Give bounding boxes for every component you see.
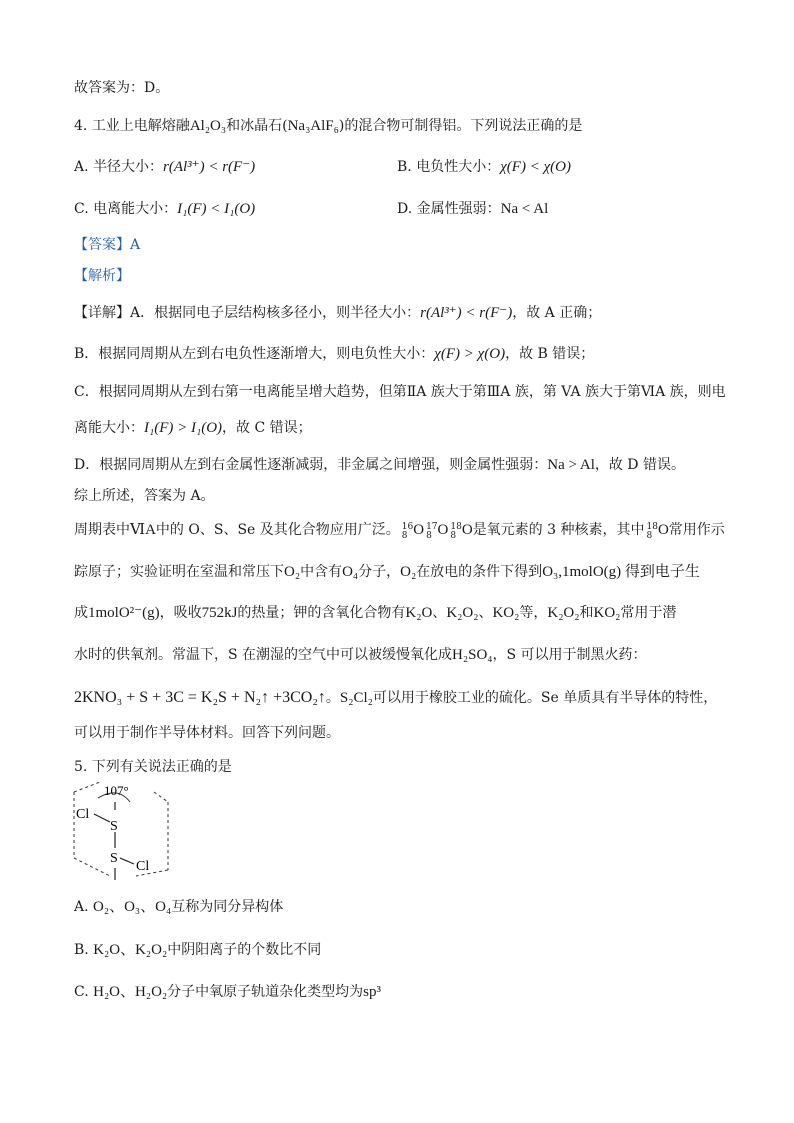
q4-option-a[interactable] — [74, 157, 255, 177]
formula-h2so4: H₂SO₄ — [452, 647, 493, 663]
passage-line-1 — [74, 520, 725, 541]
isotope-o18-symbol: O — [461, 522, 473, 538]
isotope-o18-symbol: O — [657, 522, 669, 538]
detail-a — [74, 303, 601, 323]
separator: 、 — [432, 605, 447, 621]
detail-d-text: D．根据同周期从左到右金属性逐渐减弱，非金属之间增强，则金属性强弱： — [74, 457, 548, 473]
q4-option-a-label: A. 半径大小： — [74, 159, 164, 175]
formula-o3: O₃ — [542, 564, 559, 580]
isotope-o16-symbol: O — [413, 522, 425, 538]
q4-option-b-label: B. 电负性大小： — [397, 159, 501, 175]
q4-option-c-label: C. 电离能大小： — [74, 201, 178, 217]
detail-d-expr: Na > Al — [547, 457, 595, 473]
q4-stem-text-3: )的混合物可制得铝。下列说法正确的是 — [338, 118, 583, 134]
isotope-o18-numbers — [646, 523, 657, 541]
formula-o2: O₂ — [284, 564, 301, 580]
passage-text: ，S 可以用于制黑火药： — [492, 647, 647, 663]
passage-text: 周期表中 — [74, 522, 130, 538]
detail-b-expr: χ(F) > χ(O) — [434, 346, 506, 362]
separator: 、 — [478, 605, 493, 621]
detail-b-text: B．根据同周期从左到右电负性逐渐增大，则电负性大小： — [74, 346, 435, 362]
isotope-o17-numbers — [426, 523, 437, 541]
mass-number: 17 — [426, 522, 438, 532]
black-powder-equation: 2KNO₃ + S + 3C = K₂S + N₂↑ +3CO₂↑ — [74, 689, 326, 706]
passage-text: 。 — [325, 690, 340, 706]
q4-option-a-expr: r(Al³⁺) < r(F⁻) — [163, 159, 256, 175]
passage-text: 分子， — [358, 564, 401, 580]
atomic-number: 8 — [426, 531, 432, 541]
detail-c-line1: C．根据同周期从左到右第一电离能呈增大趋势，但第ⅡA 族大于第ⅢA 族，第 VA 族大于第ⅥA 族，则电 — [74, 384, 726, 400]
detail-d-conclusion: ，故 D 错误。 — [594, 457, 685, 473]
mass-number: 16 — [401, 522, 414, 532]
isotope-o18-numbers — [450, 523, 461, 541]
previous-answer-line: 故答案为：D。 — [74, 80, 170, 96]
q4-option-c-expr: I₁(F) < I₁(O) — [177, 201, 256, 217]
s2cl2-structure-diagram — [70, 778, 180, 886]
q5-option-a[interactable] — [74, 897, 283, 917]
detail-d — [74, 455, 685, 475]
atom-cl-top: Cl — [76, 807, 90, 822]
q5-option-b[interactable] — [74, 940, 321, 960]
q4-stem-text-2: 和冰晶石( — [226, 118, 288, 134]
passage-line-2 — [74, 562, 700, 582]
detail-c-conclusion: ，故 C 错误； — [222, 420, 312, 436]
formula-o2-minus: 1molO²⁻(g) — [88, 605, 160, 621]
detail-summary: 综上所述，答案为 A。 — [74, 488, 215, 504]
q5-option-c-label: C. — [74, 984, 94, 1000]
passage-text: 踪原子；实验证明在室温和常压下 — [74, 564, 284, 580]
q4-stem-text-1: 工业上电解熔融 — [91, 118, 190, 134]
q5-option-a-label: A. — [74, 899, 94, 915]
q5-option-b-label: B. — [74, 942, 94, 958]
cryolite-formula: Na₃AlF₆ — [287, 118, 339, 134]
heat-value: 752kJ — [201, 605, 238, 621]
passage-text: 是氧元素的 3 种核素，其中 — [472, 522, 645, 538]
isotope-o16-numbers — [402, 523, 413, 541]
q4-number: 4. — [74, 118, 88, 134]
q5-option-c-text: 分子中氧原子轨道杂化类型均为 — [167, 984, 364, 1000]
answer-label: 【答案】A — [74, 237, 141, 253]
passage-text: 等， — [519, 605, 548, 621]
mass-number: 18 — [450, 522, 462, 532]
isotope-o17-symbol: O — [437, 522, 449, 538]
formula-ko2: KO₂ — [492, 605, 520, 621]
q4-stem — [74, 116, 582, 136]
passage-text: 中含有 — [300, 564, 343, 580]
passage-text: 和 — [579, 605, 594, 621]
q4-option-c[interactable] — [74, 199, 255, 219]
detail-c-line2 — [74, 418, 312, 438]
detail-b — [74, 344, 594, 364]
analysis-label: 【解析】 — [74, 268, 130, 284]
passage-text: 成 — [74, 605, 88, 621]
q5-option-c[interactable] — [74, 982, 381, 1002]
passage-text: 常用作示 — [668, 522, 725, 538]
q5-option-b-text: 中阴阳离子的个数比不同 — [167, 942, 322, 958]
passage-text: 水时的供氧剂。常温下，S 在潮湿的空气中可以被缓慢氧化成 — [74, 647, 453, 663]
passage-line-6: 可以用于制作半导体材料。回答下列问题。 — [74, 725, 340, 741]
detail-b-conclusion: ，故 B 错误； — [505, 346, 595, 362]
mass-number: 18 — [646, 522, 658, 532]
atomic-number: 8 — [401, 531, 408, 541]
passage-text: 的热量；钾的含氧化合物有 — [237, 605, 406, 621]
formula-k2o: K₂O — [405, 605, 433, 621]
q5-option-c-hybridization: sp³ — [363, 984, 381, 1000]
formula-s2cl2: S₂Cl₂ — [339, 690, 373, 706]
detail-a-expr: r(Al³⁺) < r(F⁻) — [420, 305, 513, 321]
q5-option-a-expr: O₂、O₃、O₄ — [93, 899, 172, 915]
detail-a-conclusion: ，故 A 正确； — [512, 305, 602, 321]
passage-text: 常用于潜 — [620, 605, 677, 621]
q5-stem: 5. 下列有关说法正确的是 — [74, 759, 232, 775]
bond-angle-label: 107° — [104, 783, 129, 798]
formula-k2o2: K₂O₂ — [446, 605, 479, 621]
passage-text: 中的 O、S、Se 及其化合物应用广泛。 — [155, 522, 400, 538]
atom-s-bottom: S — [110, 851, 118, 866]
formula-k2o2: K₂O₂ — [547, 605, 580, 621]
detail-a-text: 【详解】A．根据同电子层结构核多径小，则半径大小： — [74, 305, 421, 321]
atomic-number: 8 — [450, 531, 457, 541]
passage-text: ,1molO(g) 得到电子生 — [558, 564, 700, 580]
formula-ko2: KO₂ — [593, 605, 621, 621]
q4-option-b-expr: χ(F) < χ(O) — [500, 159, 571, 175]
q4-option-d-expr: Na < Al — [500, 201, 549, 217]
passage-line-4 — [74, 645, 647, 665]
atom-cl-bottom: Cl — [136, 859, 150, 874]
q4-option-d[interactable] — [397, 199, 548, 219]
passage-text: ，吸收 — [159, 605, 202, 621]
group-via: ⅥA — [130, 522, 156, 538]
q5-option-c-expr: H₂O、H₂O₂ — [93, 984, 168, 1000]
bonds — [94, 802, 134, 880]
formula-o4: O₄ — [342, 564, 359, 580]
q5-option-b-expr: K₂O、K₂O₂ — [93, 942, 168, 958]
passage-text: 在放电的条件下得到 — [416, 564, 543, 580]
q4-option-d-label: D. 金属性强弱： — [397, 201, 501, 217]
q5-option-a-text: 互称为同分异构体 — [171, 899, 284, 915]
detail-c-expr: I₁(F) > I₁(O) — [144, 420, 223, 436]
al2o3-formula: Al₂O₃ — [189, 118, 227, 134]
formula-o2: O₂ — [400, 564, 417, 580]
passage-text: 可以用于橡胶工业的硫化。Se 单质具有半导体的特性， — [372, 690, 718, 706]
passage-line-5 — [74, 688, 717, 708]
q4-option-b[interactable] — [397, 157, 571, 177]
atom-s-top: S — [110, 819, 118, 834]
detail-c-text: 离能大小： — [74, 420, 144, 436]
passage-line-3 — [74, 603, 676, 623]
atomic-number: 8 — [646, 531, 653, 541]
